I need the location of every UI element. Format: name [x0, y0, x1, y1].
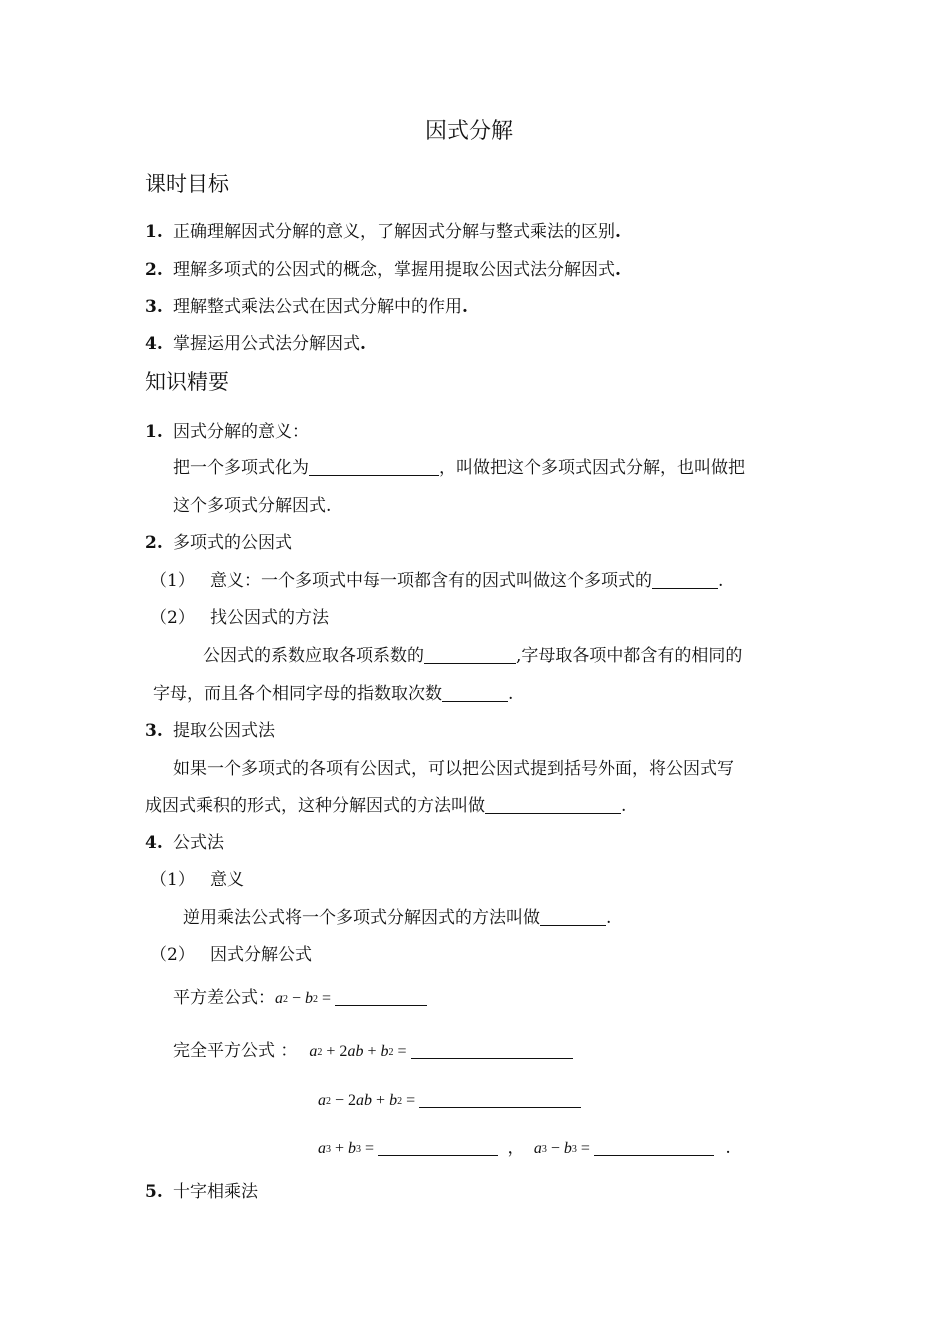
knowledge-item-5-title	[145, 1180, 258, 1204]
goal-text: 正确理解因式分解的意义，了解因式分解与整式乘法的区别	[173, 222, 615, 242]
text-fragment: 逆用乘法公式将一个多项式分解因式的方法叫做	[183, 908, 540, 928]
goal-text: 理解整式乘法公式在因式分解中的作用	[173, 297, 462, 317]
text-fragment: 成因式乘积的形式，这种分解因式的方法叫做	[145, 796, 485, 816]
sub-label: （1）	[150, 870, 195, 890]
knowledge-item-4-sub-2	[150, 943, 312, 967]
formula-sum-diff-cubes	[318, 1136, 731, 1163]
formula-perfect-square-minus	[318, 1088, 581, 1115]
knowledge-item-3-line-2	[145, 794, 626, 818]
item-title: 因式分解的意义：	[173, 422, 309, 442]
answer-blank[interactable]	[540, 909, 606, 926]
formula-end: .	[725, 1138, 731, 1158]
answer-blank[interactable]	[652, 572, 718, 589]
item-number: 3.	[145, 721, 163, 741]
goal-end: .	[462, 297, 468, 317]
knowledge-item-3-line-1: 如果一个多项式的各项有公因式，可以把公因式提到括号外面，将公因式写	[173, 759, 734, 779]
formula-label: 完全平方公式 ：	[173, 1041, 298, 1061]
knowledge-item-2-para-2	[153, 682, 513, 706]
answer-blank[interactable]	[419, 1091, 581, 1108]
goal-number: 2.	[145, 260, 163, 280]
item-number: 1.	[145, 422, 163, 442]
formula-expression: $a^2 - 2ab + b^2$ =	[318, 1092, 420, 1109]
answer-blank[interactable]	[442, 685, 508, 702]
knowledge-item-1-line-2: 这个多项式分解因式.	[173, 496, 332, 516]
answer-blank[interactable]	[335, 989, 427, 1006]
text-fragment: .	[508, 684, 514, 704]
sub-text: 意义：一个多项式中每一项都含有的因式叫做这个多项式的	[210, 571, 652, 591]
item-number: 2.	[145, 533, 163, 553]
formula-expression: $a^3 + b^3$ =	[318, 1140, 379, 1157]
goal-item-2	[145, 258, 621, 282]
formula-expression: $a^2 - b^2$ =	[275, 990, 336, 1007]
goal-end: .	[615, 260, 621, 280]
knowledge-item-4-sub-1	[150, 868, 244, 892]
answer-blank[interactable]	[424, 647, 516, 664]
formula-label: 平方差公式：	[173, 988, 275, 1008]
formula-difference-of-squares	[173, 986, 427, 1013]
goal-number: 4.	[145, 334, 163, 354]
section-heading-goals: 课时目标	[145, 172, 229, 196]
sub-text: 找公因式的方法	[210, 608, 329, 628]
item-title: 提取公因式法	[173, 721, 275, 741]
item-title: 十字相乘法	[173, 1182, 258, 1202]
sub-label: （1）	[150, 571, 195, 591]
item-title: 公式法	[173, 833, 224, 853]
formula-expression: $a^2 + 2ab + b^2$ =	[309, 1043, 411, 1060]
goal-number: 3.	[145, 297, 163, 317]
item-title: 多项式的公因式	[173, 533, 292, 553]
goal-item-1	[145, 220, 621, 244]
text-fragment: ，叫做把这个多项式因式分解，也叫做把	[439, 458, 745, 478]
goal-item-4	[145, 332, 366, 356]
goal-item-3	[145, 295, 468, 319]
text-fragment: ,字母取各项中都含有的相同的	[516, 646, 743, 666]
sub-text: 因式分解公式	[210, 945, 312, 965]
answer-blank[interactable]	[378, 1139, 498, 1156]
text-fragment: 把一个多项式化为	[173, 458, 309, 478]
knowledge-item-1-line-1	[173, 456, 745, 480]
knowledge-item-4-sub-1-line	[183, 906, 611, 930]
sub-text: 意义	[210, 870, 244, 890]
answer-blank[interactable]	[309, 459, 439, 476]
text-fragment: 公因式的系数应取各项系数的	[203, 646, 424, 666]
answer-blank[interactable]	[594, 1139, 714, 1156]
sub-end: .	[718, 571, 724, 591]
text-fragment: .	[621, 796, 627, 816]
goal-end: .	[360, 334, 366, 354]
goal-number: 1.	[145, 222, 163, 242]
sub-label: （2）	[150, 945, 195, 965]
knowledge-item-2-sub-2	[150, 606, 329, 630]
page-title: 因式分解	[425, 119, 514, 144]
item-number: 5.	[145, 1182, 163, 1202]
knowledge-item-3-title	[145, 719, 275, 743]
section-heading-knowledge: 知识精要	[145, 370, 229, 394]
sub-label: （2）	[150, 608, 195, 628]
goal-text: 掌握运用公式法分解因式	[173, 334, 360, 354]
item-number: 4.	[145, 833, 163, 853]
answer-blank[interactable]	[411, 1042, 573, 1059]
knowledge-item-2-sub-1	[150, 569, 723, 593]
separator-comma: ，	[507, 1138, 525, 1158]
formula-expression: $a^3 - b^3$ =	[533, 1140, 594, 1157]
knowledge-item-2-title	[145, 531, 292, 555]
knowledge-item-2-para-1	[203, 644, 742, 668]
knowledge-item-1-title	[145, 420, 309, 444]
text-fragment: .	[606, 908, 612, 928]
formula-perfect-square-plus	[173, 1039, 573, 1066]
answer-blank[interactable]	[485, 797, 621, 814]
knowledge-item-4-title	[145, 831, 224, 855]
goal-text: 理解多项式的公因式的概念，掌握用提取公因式法分解因式	[173, 260, 615, 280]
text-fragment: 字母，而且各个相同字母的指数取次数	[153, 684, 442, 704]
goal-end: .	[615, 222, 621, 242]
